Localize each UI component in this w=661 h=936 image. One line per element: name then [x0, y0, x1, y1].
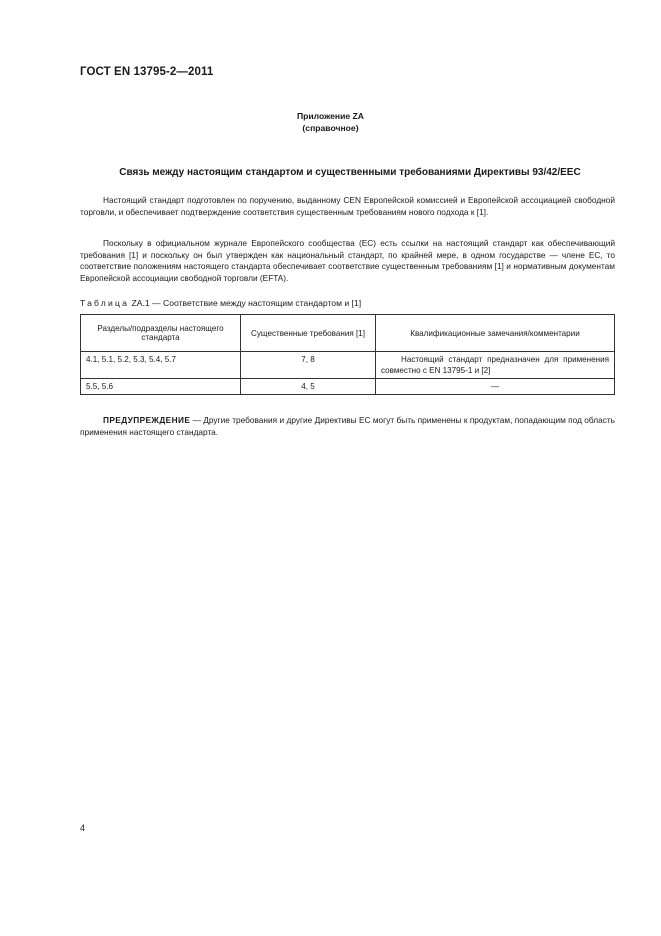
- table-caption-label: Таблица: [80, 298, 130, 308]
- table-cell-comments: —: [376, 379, 615, 395]
- table-row: [81, 379, 615, 395]
- paragraph-1: Настоящий стандарт подготовлен по поручению, выданному CEN Европейской комиссией и Европейской ассоциацией свободной торговли, и обеспечивает подтверждение соответствия существенным требованиям нового подхода к [1].: [80, 195, 615, 217]
- table-header-row: [81, 315, 615, 352]
- table-row: [81, 352, 615, 379]
- section-heading: Связь между настоящим стандартом и существенными требованиями Директивы 93/42/EEC: [119, 167, 581, 178]
- table-header-sections: Разделы/подразделы настоящего стандарта: [81, 315, 241, 352]
- table-cell-requirements: 7, 8: [241, 352, 376, 379]
- table-caption: [80, 298, 361, 308]
- warning-paragraph: [80, 415, 615, 438]
- table-header-requirements: Существенные требования [1]: [241, 315, 376, 352]
- warning-text: — Другие требования и другие Директивы ЕС могут быть применены к продуктам, попадающим под область применения настоящего стандарта.: [80, 415, 615, 437]
- table-cell-sections: 4.1, 5.1, 5.2, 5.3, 5.4, 5.7: [81, 352, 241, 379]
- table-header-comments: Квалификационные замечания/комментарии: [376, 315, 615, 352]
- annex-title: Приложение ZA: [296, 111, 365, 121]
- warning-label: ПРЕДУПРЕЖДЕНИЕ: [103, 415, 191, 425]
- table-cell-comments: Настоящий стандарт предназначен для применения совместно с EN 13795-1 и [2]: [376, 352, 615, 379]
- document-code: ГОСТ EN 13795-2—2011: [80, 66, 214, 78]
- table-caption-text: — Соответствие между настоящим стандартом и [1]: [149, 298, 362, 308]
- page-number: 4: [80, 823, 86, 833]
- table-caption-number: ZA.1: [129, 298, 150, 308]
- annex-subtitle: (справочное): [302, 123, 359, 133]
- table-cell-sections: 5.5, 5.6: [81, 379, 241, 395]
- paragraph-2: Поскольку в официальном журнале Европейского сообщества (ЕС) есть ссылки на настоящий стандарт как обеспечивающий требования [1] и поскольку он был утвержден как национальный стандарт, по крайней мере, в одном государстве — члене ЕС, то соответствие положениям настоящего стандарта обеспечивает соответствие существенным требованиям [1] и нормативным документам Европейской ассоциации свободной торговли (EFTA).: [80, 238, 615, 283]
- table-cell-requirements: 4, 5: [241, 379, 376, 395]
- requirements-table: [80, 314, 615, 395]
